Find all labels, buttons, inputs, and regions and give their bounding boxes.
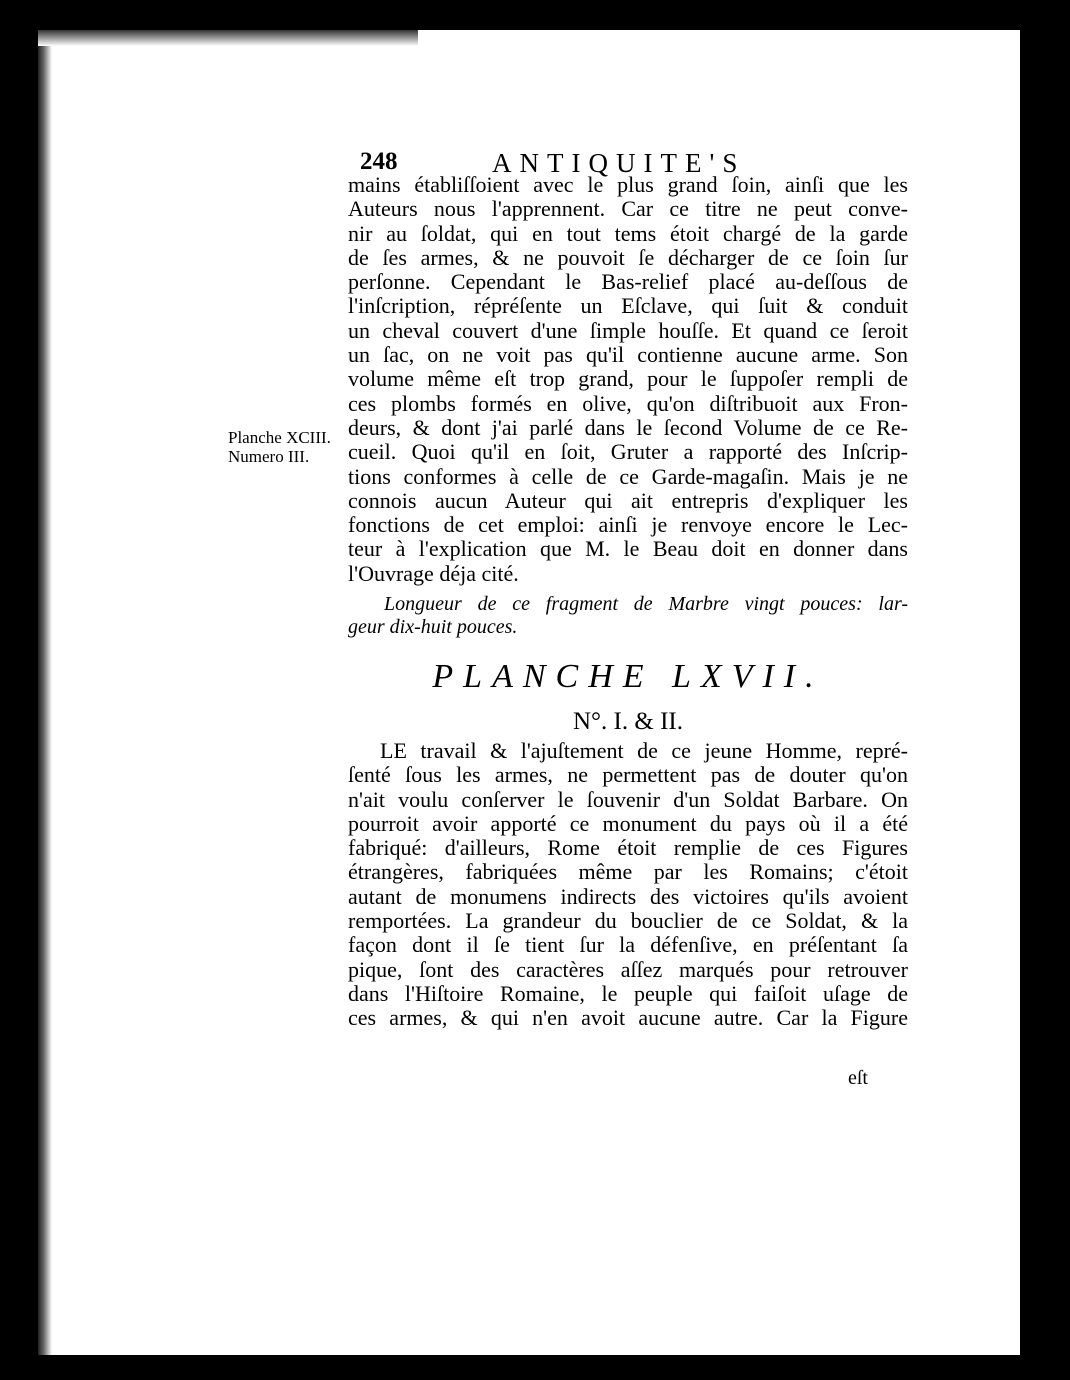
margin-note xyxy=(228,428,358,466)
measurement-line: Longueur de ce fragment de Marbre vingt pouces: lar- xyxy=(384,593,908,615)
text-line: pourroit avoir apporté ce monument du pays où il a été xyxy=(348,810,908,836)
page-top-shadow xyxy=(38,30,418,46)
measurement-note xyxy=(348,593,908,639)
paragraph-1 xyxy=(348,173,908,586)
text-line: fabriqué: d'ailleurs, Rome étoit remplie de ces Figures xyxy=(348,835,908,861)
text-line: nir au ſoldat, qui en tout tems étoit chargé de la garde xyxy=(348,220,908,246)
running-title: ANTIQUITE'S xyxy=(492,148,746,178)
text-line: l'inſcription, répréſente un Eſclave, qui ſuit & conduit xyxy=(348,293,908,319)
text-line: Auteurs nous l'apprennent. Car ce titre ne peut conve- xyxy=(348,196,908,222)
text-line: LE travail & l'ajuſtement de ce jeune Homme, repré- xyxy=(380,738,908,763)
text-line: mains établiſſoient avec le plus grand ſoin, ainſi que les xyxy=(348,172,908,197)
text-line: cueil. Quoi qu'il en ſoit, Gruter a rapporté des Inſcrip- xyxy=(348,439,908,465)
text-line: autant de monumens indirects des victoires qu'ils avoient xyxy=(348,883,908,909)
text-line: n'ait voulu conſerver le ſouvenir d'un Soldat Barbare. On xyxy=(348,786,908,812)
text-line: façon dont il ſe tient ſur la défenſive, en préſentant ſa xyxy=(348,932,908,958)
text-line: perſonne. Cependant le Bas-relief placé au-deſſous de xyxy=(348,269,908,295)
text-line: un cheval couvert d'une ſimple houſſe. Et quand ce ſeroit xyxy=(348,317,908,343)
text-line: teur à l'explication que M. le Beau doit en donner dans xyxy=(348,536,908,562)
text-line: un ſac, on ne voit pas qu'il contienne aucune arme. Son xyxy=(348,342,908,368)
text-line: pique, ſont des caractères aſſez marqués pour retrouver xyxy=(348,956,908,982)
catchword: eſt xyxy=(848,1067,868,1089)
page-edge-shadow xyxy=(38,30,52,1355)
plate-heading: PLANCHE LXVII. xyxy=(432,658,824,695)
book-page xyxy=(38,30,1020,1355)
text-line: volume même eſt trop grand, pour le ſuppoſer rempli de xyxy=(348,366,908,392)
text-line: deurs, & dont j'ai parlé dans le ſecond Volume de ce Re- xyxy=(348,414,908,440)
text-line: ces armes, & qui n'en avoit aucune autre. Car la Figure xyxy=(348,1005,908,1031)
text-line: dans l'Hiſtoire Romaine, le peuple qui faiſoit uſage de xyxy=(348,980,908,1006)
text-line: tions conformes à celle de ce Garde-magaſin. Mais je ne xyxy=(348,463,908,489)
text-line: l'Ouvrage déja cité. xyxy=(348,560,519,586)
plate-number: N°. I. & II. xyxy=(573,708,683,735)
text-line: ces plombs formés en olive, qu'on diſtribuoit aux Fron- xyxy=(348,390,908,416)
text-line: fonctions de cet emploi: ainſi je renvoye encore le Lec- xyxy=(348,512,908,538)
text-line: de ſes armes, & ne pouvoit ſe décharger de ce ſoin ſur xyxy=(348,244,908,270)
margin-note-line: Numero III. xyxy=(228,447,310,466)
page-number: 248 xyxy=(360,148,398,175)
text-line: connois aucun Auteur qui ait entrepris d'expliquer les xyxy=(348,487,908,513)
measurement-line: geur dix-huit pouces. xyxy=(348,616,518,638)
text-line: remportées. La grandeur du bouclier de ce Soldat, & la xyxy=(348,908,908,934)
text-line: ſenté ſous les armes, ne permettent pas de douter qu'on xyxy=(348,762,908,788)
paragraph-2 xyxy=(348,739,908,1031)
margin-note-line: Planche XCIII. xyxy=(228,428,331,447)
text-line: étrangères, fabriquées même par les Romains; c'étoit xyxy=(348,859,908,885)
